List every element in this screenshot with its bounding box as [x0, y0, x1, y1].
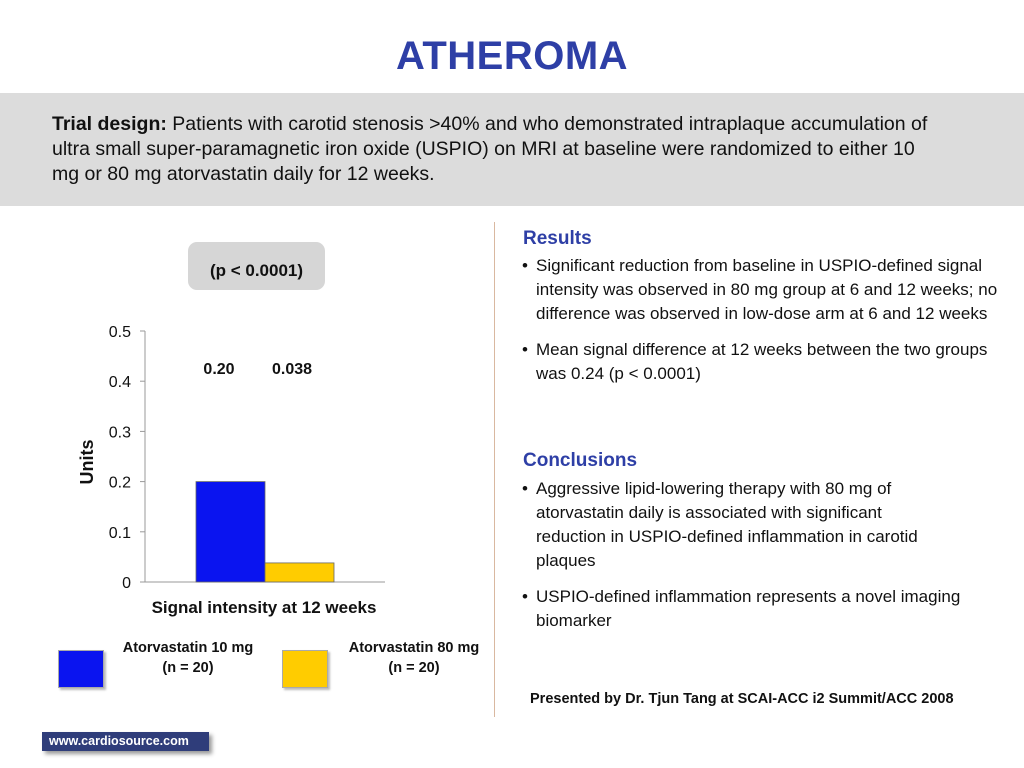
- presenter-credit: Presented by Dr. Tjun Tang at SCAI-ACC i2 Summit/ACC 2008: [530, 691, 954, 707]
- trial-design-text: [52, 112, 942, 187]
- results-list: [510, 254, 1005, 386]
- legend-80mg-line2: (n = 20): [388, 660, 440, 676]
- results-bullet-text: Significant reduction from baseline in USPIO-defined signal intensity was observed in 80 mg group at 6 and 12 weeks; no difference was observed in low-dose arm at 6 and 12 weeks: [536, 256, 998, 323]
- results-bullet: • Significant reduction from baseline in USPIO-defined signal intensity was observed in 80 mg group at 6 and 12 weeks; no difference was observed in low-dose arm at 6 and 12 weeks: [522, 256, 998, 323]
- results-bullet: • Mean signal difference at 12 weeks between the two groups was 0.24 (p < 0.0001): [522, 340, 988, 383]
- conclusions-bullet-text: USPIO-defined inflammation represents a novel imaging biomarker: [536, 587, 961, 630]
- trial-design-label: Trial design:: [52, 113, 167, 135]
- y-tick-label: 0.4: [108, 374, 131, 392]
- bar-atorvastatin-10mg: [196, 482, 265, 582]
- slide-title: ATHEROMA: [395, 34, 629, 78]
- legend-label-10mg: [108, 638, 268, 678]
- conclusions-bullet: • Aggressive lipid-lowering therapy with 80 mg of atorvastatin daily is associated with significant reduction in USPIO-defined inflammation in carotid plaques: [522, 479, 918, 570]
- conclusions-heading: Conclusions: [523, 450, 638, 471]
- y-tick-label: 0.1: [108, 524, 131, 542]
- legend-10mg-line2: (n = 20): [162, 660, 214, 676]
- conclusions-bullet-text: Aggressive lipid-lowering therapy with 80 mg of atorvastatin daily is associated with significant reduction in USPIO-defined inflammation in carotid plaques: [536, 479, 918, 570]
- data-label-10mg: 0.20: [203, 361, 235, 378]
- p-value-badge: [188, 242, 325, 290]
- bar-atorvastatin-80mg: [265, 563, 334, 582]
- y-tick-label: 0: [122, 575, 131, 592]
- conclusions-bullet: • USPIO-defined inflammation represents a novel imaging biomarker: [522, 587, 961, 630]
- legend-10mg-line1: Atorvastatin 10 mg: [122, 640, 254, 656]
- results-bullet-text: Mean signal difference at 12 weeks between the two groups was 0.24 (p < 0.0001): [536, 340, 988, 383]
- y-tick-label: 0.2: [108, 474, 131, 492]
- website-banner[interactable]: www.cardiosource.com: [42, 732, 209, 751]
- x-axis-label: Signal intensity at 12 weeks: [151, 598, 377, 617]
- legend-80mg-line1: Atorvastatin 80 mg: [348, 640, 480, 656]
- legend-swatch-10mg: [58, 650, 104, 688]
- data-label-80mg: 0.038: [271, 361, 313, 378]
- legend-swatch-80mg: [282, 650, 328, 688]
- bar-chart: [0, 310, 420, 620]
- legend-label-80mg: [334, 638, 494, 678]
- column-divider: [494, 222, 495, 717]
- trial-design-body: Patients with carotid stenosis >40% and who demonstrated intraplaque accumulation of ultra small super-paramagnetic iron oxide (USPIO) on MRI at baseline were randomized to either 10 mg or 80 mg atorvastatin daily for 12 weeks.: [52, 113, 928, 185]
- y-axis-label: Units: [77, 439, 97, 485]
- y-tick-label: 0.3: [108, 424, 131, 442]
- conclusions-list: [510, 477, 1005, 633]
- y-tick-label: 0.5: [108, 324, 131, 341]
- results-heading: Results: [523, 228, 592, 249]
- p-value-text: (p < 0.0001): [209, 260, 304, 280]
